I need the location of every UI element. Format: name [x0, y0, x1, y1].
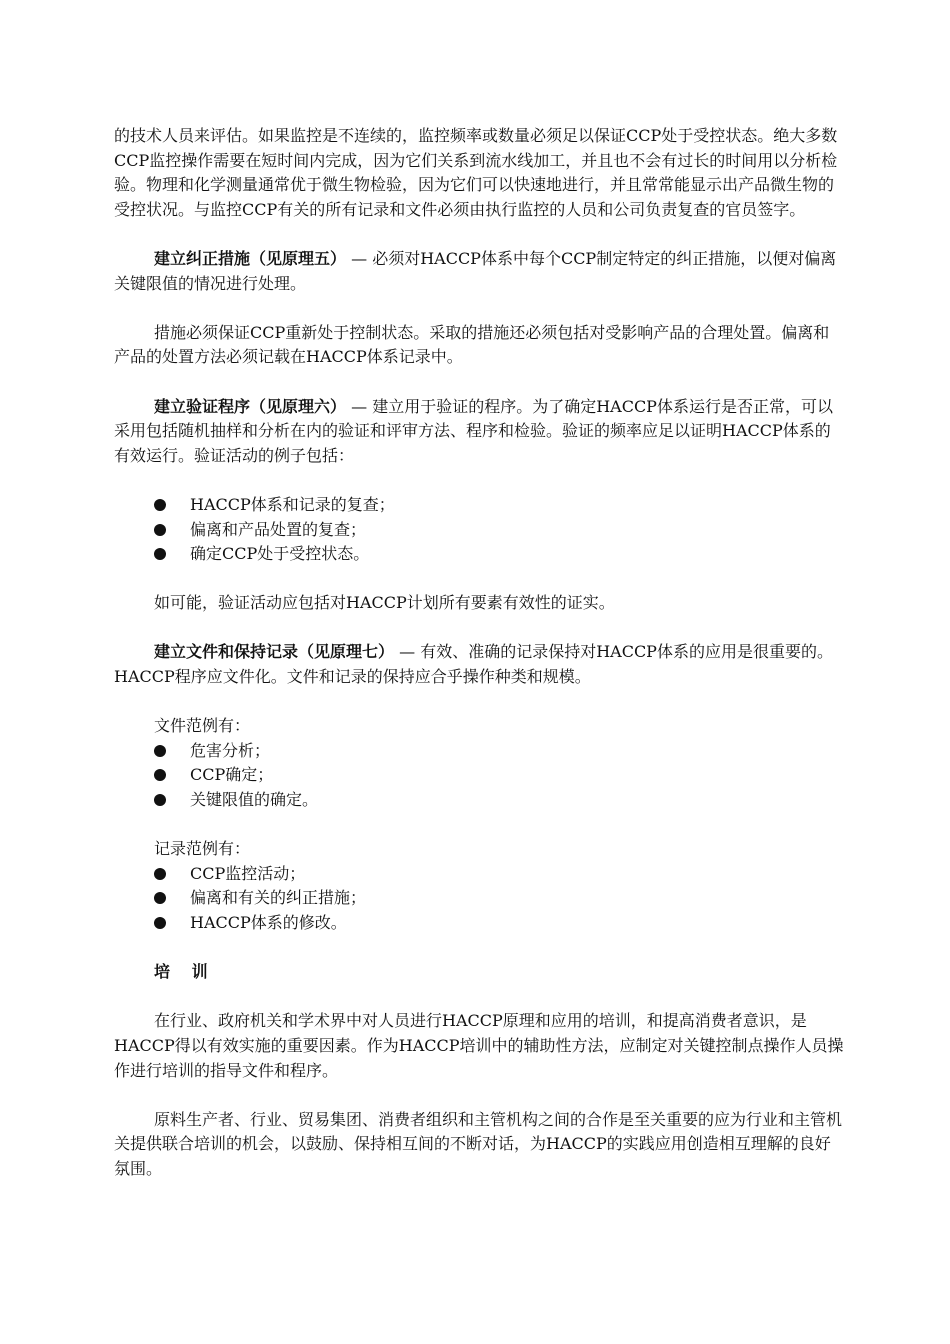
- bullet-icon: [154, 499, 166, 511]
- heading-records: 建立文件和保持记录（见原理七）: [154, 642, 395, 662]
- list-item-text: CCP确定；: [190, 765, 274, 785]
- record-examples: [114, 837, 844, 935]
- record-examples-heading: 记录范例有：: [154, 839, 251, 859]
- paragraph-corrective-actions: [114, 247, 844, 296]
- heading-verification: 建立验证程序（见原理六）: [154, 396, 347, 416]
- list-item-text: 危害分析；: [190, 740, 271, 760]
- paragraph-records: [114, 640, 844, 689]
- verification-examples-list: [114, 493, 844, 567]
- heading-corrective-actions: 建立纠正措施（见原理五）: [154, 248, 347, 268]
- paragraph-monitoring: 的技术人员来评估。如果监控是不连续的，监控频率或数量必须足以保证CCP处于受控状态。绝大多数CCP监控操作需要在短时间内完成，因为它们关系到流水线加工，并且也不会有过长的时间用以分析检验。物理和化学测量通常优于微生物检验，因为它们可以快速地进行，并且常常能显示出产品微生物的受控状况。与监控CCP有关的所有记录和文件必须由执行监控的人员和公司负责复查的官员签字。: [114, 126, 838, 219]
- list-item: [114, 542, 844, 567]
- bullet-icon: [154, 769, 166, 781]
- bullet-icon: [154, 548, 166, 560]
- paragraph-training: 在行业、政府机关和学术界中对人员进行HACCP原理和应用的培训，和提高消费者意识，是HACCP得以有效实施的重要因素。作为HACCP培训中的辅助性方法，应制定对关键控制点操作人员操作进行培训的指导文件和程序。: [114, 1011, 844, 1080]
- text-records: — 有效、准确的记录保持对HACCP体系的应用是很重要的。HACCP程序应文件化。文件和记录的保持应合乎操作种类和规模。: [114, 642, 833, 687]
- list-item: [114, 886, 844, 911]
- list-item-text: 偏离和有关的纠正措施；: [190, 888, 367, 908]
- bullet-icon: [154, 524, 166, 536]
- list-item-text: 偏离和产品处置的复查；: [190, 519, 367, 539]
- list-item-text: 关键限值的确定。: [190, 790, 319, 810]
- text-verification: — 建立用于验证的程序。为了确定HACCP体系运行是否正常，可以采用包括随机抽样和分析在内的验证和评审方法、程序和检验。验证的频率应足以证明HACCP体系的有效运行。验证活动的例子包括：: [114, 396, 833, 465]
- list-item: [114, 763, 844, 788]
- list-item: [114, 739, 844, 764]
- record-examples-list: [114, 862, 844, 936]
- list-item: [114, 493, 844, 518]
- bullet-icon: [154, 868, 166, 880]
- document-examples-heading: 文件范例有：: [154, 716, 251, 736]
- list-item: [114, 788, 844, 813]
- list-item-text: CCP监控活动；: [190, 863, 306, 883]
- bullet-icon: [154, 745, 166, 757]
- document-examples-list: [114, 739, 844, 813]
- document-examples: [114, 714, 844, 812]
- list-item: [114, 862, 844, 887]
- paragraph-cooperation: 原料生产者、行业、贸易集团、消费者组织和主管机构之间的合作是至关重要的应为行业和主管机关提供联合培训的机会，以鼓励、保持相互间的不断对话，为HACCP的实践应用创造相互理解的良好氛围。: [114, 1109, 843, 1178]
- list-item-text: HACCP体系和记录的复查；: [190, 494, 395, 514]
- text-corrective-actions: — 必须对HACCP体系中每个CCP制定特定的纠正措施，以便对偏离关键限值的情况进行处理。: [114, 248, 837, 293]
- paragraph-actions-control: 措施必须保证CCP重新处于控制状态。采取的措施还必须包括对受影响产品的合理处置。偏离和产品的处置方法必须记载在HACCP体系记录中。: [114, 322, 830, 367]
- document-page: [114, 124, 844, 1206]
- paragraph-verification: [114, 395, 844, 469]
- bullet-icon: [154, 794, 166, 806]
- bullet-icon: [154, 917, 166, 929]
- list-item: [114, 911, 844, 936]
- bullet-icon: [154, 892, 166, 904]
- list-item-text: 确定CCP处于受控状态。: [190, 544, 370, 564]
- paragraph-verification-note: 如可能，验证活动应包括对HACCP计划所有要素有效性的证实。: [154, 593, 615, 613]
- list-item-text: HACCP体系的修改。: [190, 913, 347, 932]
- section-title-training: 培 训: [154, 962, 216, 982]
- list-item: [114, 518, 844, 543]
